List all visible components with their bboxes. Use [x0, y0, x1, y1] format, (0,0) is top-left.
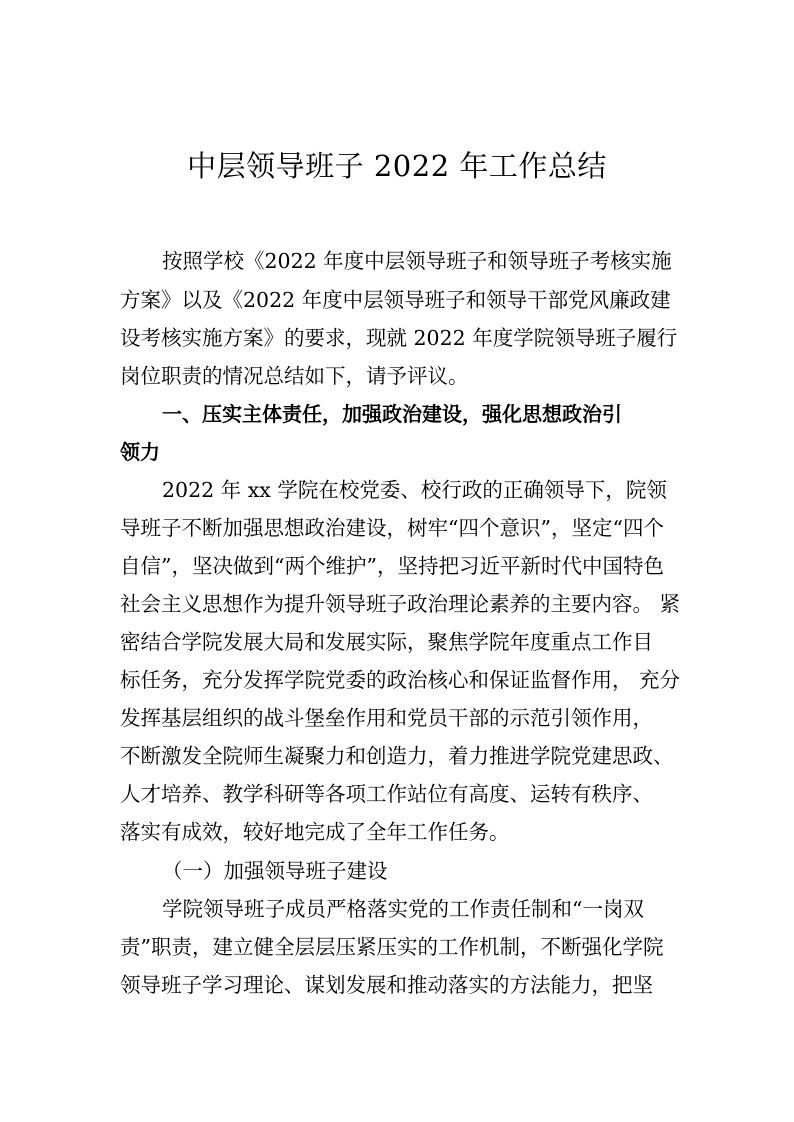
paragraph-line: 落实有成效，较好地完成了全年工作任务。 — [120, 820, 510, 844]
paragraph-line: 社会主义思想作为提升领导班子政治理论素养的主要内容。 紧 — [120, 592, 681, 616]
paragraph-line: 人才培养、教学科研等各项工作站位有高度、运转有秩序、 — [120, 782, 653, 806]
paragraph-line: 发挥基层组织的战斗堡垒作用和党员干部的示范引领作用， — [120, 706, 653, 730]
paragraph-line: 设考核实施方案》的要求，现就 2022 年度学院领导班子履行 — [120, 326, 678, 350]
section-heading: 一、压实主体责任，加强政治建设，强化思想政治引 — [162, 402, 622, 426]
paragraph-line: 学院领导班子成员严格落实党的工作责任制和“一岗双 — [162, 897, 644, 921]
subsection-heading: （一）加强领导班子建设 — [162, 859, 388, 883]
paragraph-line: 责”职责，建立健全层层压紧压实的工作机制，不断强化学院 — [120, 935, 664, 959]
paragraph-line: 方案》以及《2022 年度中层领导班子和领导干部党风廉政建 — [120, 288, 671, 312]
document-title: 中层领导班子 2022 年工作总结 — [187, 149, 607, 183]
paragraph-line: 领导班子学习理论、谋划发展和推动落实的方法能力，把坚 — [120, 973, 653, 997]
section-heading: 领力 — [120, 440, 160, 464]
paragraph-line: 自信”，坚决做到“两个维护”，坚持把习近平新时代中国特色 — [120, 554, 664, 578]
paragraph-line: 2022 年 xx 学院在校党委、校行政的正确领导下，院领 — [162, 478, 667, 502]
paragraph-line: 导班子不断加强思想政治建设，树牢“四个意识”，坚定“四个 — [120, 516, 664, 540]
paragraph-line: 按照学校《2022 年度中层领导班子和领导班子考核实施 — [162, 249, 672, 273]
paragraph-line: 不断激发全院师生凝聚力和创造力，着力推进学院党建思政、 — [120, 744, 674, 768]
paragraph-line: 标任务，充分发挥学院党委的政治核心和保证监督作用， 充分 — [120, 668, 681, 692]
paragraph-line: 岗位职责的情况总结如下，请予评议。 — [120, 364, 469, 388]
paragraph-line: 密结合学院发展大局和发展实际，聚焦学院年度重点工作目 — [120, 630, 653, 654]
